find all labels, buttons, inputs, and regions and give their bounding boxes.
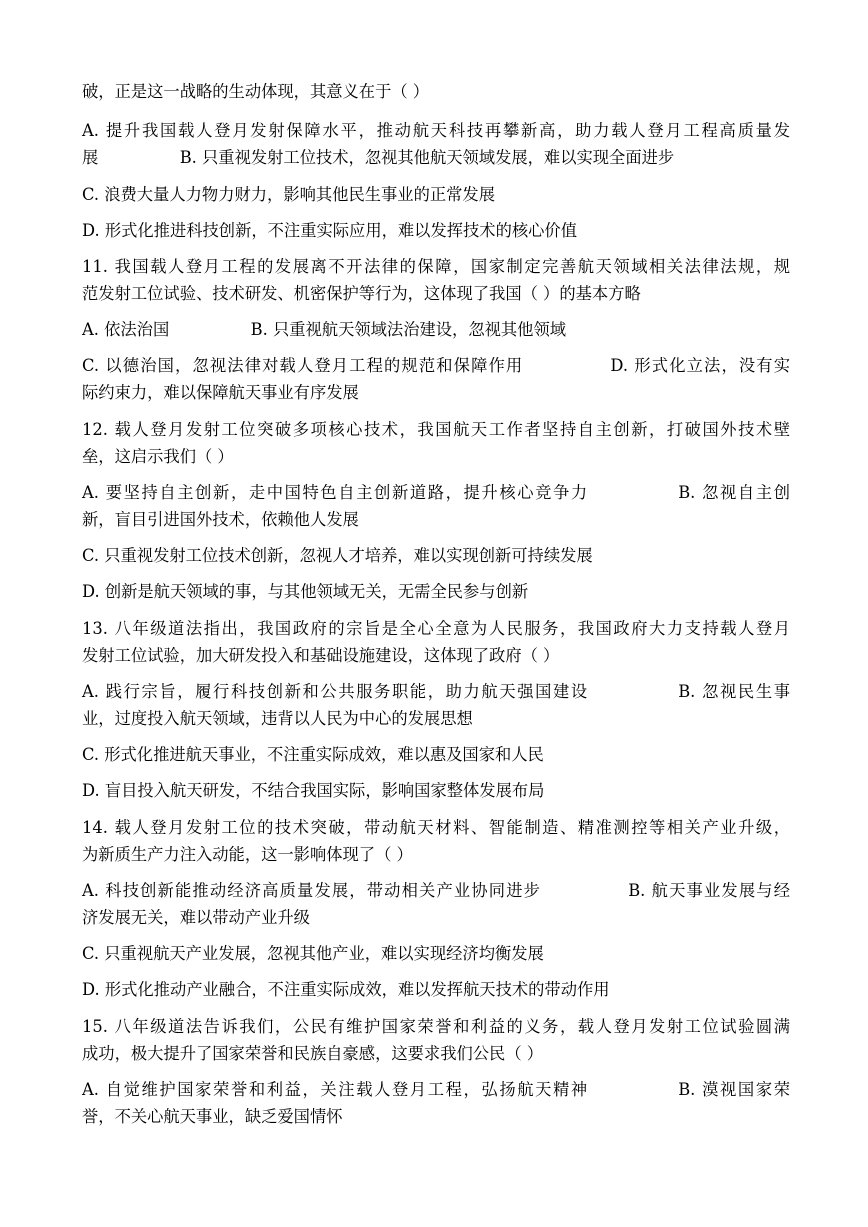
q11-option-d-cont: 际约束力，难以保障航天事业有序发展 [82, 383, 359, 402]
q10-option-b: 展 B. 只重视发射工位技术，忽视其他航天领域发展，难以实现全面进步 [82, 148, 675, 167]
question-14-stem-cont: 为新质生产力注入动能，这一影响体现了（ ） [82, 845, 413, 864]
q11-options-ab: A. 依法治国 B. 只重视航天领域法治建设，忽视其他领域 [82, 320, 567, 339]
q13-option-c: C. 形式化推进航天事业，不注重实际成效，难以惠及国家和人民 [82, 745, 544, 764]
question-10-stem-end: 破，正是这一战略的生动体现，其意义在于（ ） [82, 82, 430, 101]
q12-option-c: C. 只重视发射工位技术创新，忽视人才培养，难以实现创新可持续发展 [82, 546, 593, 565]
q15-option-b-cont: 誉，不关心航天事业，缺乏爱国情怀 [82, 1107, 343, 1126]
question-12-stem: 12. 载人登月发射工位突破多项核心技术，我国航天工作者坚持自主创新，打破国外技术壁 [82, 420, 790, 439]
q14-option-b-cont: 济发展无关，难以带动产业升级 [82, 908, 310, 927]
question-15-stem: 15. 八年级道法告诉我们，公民有维护国家荣誉和利益的义务，载人登月发射工位试验圆满 [82, 1017, 790, 1036]
q10-option-c: C. 浪费大量人力物力财力，影响其他民生事业的正常发展 [82, 185, 495, 204]
q13-option-b-cont: 业，过度投入航天领域，违背以人民为中心的发展思想 [82, 709, 473, 728]
q14-option-c: C. 只重视航天产业发展，忽视其他产业，难以实现经济均衡发展 [82, 944, 544, 963]
q13-options-ab: A. 践行宗旨，履行科技创新和公共服务职能，助力航天强国建设 B. 忽视民生事 [82, 682, 790, 701]
q12-option-b-cont: 新，盲目引进国外技术，依赖他人发展 [82, 510, 359, 529]
question-11-stem: 11. 我国载人登月工程的发展离不开法律的保障，国家制定完善航天领域相关法律法规，规 [82, 257, 790, 276]
q10-option-a: A. 提升我国载人登月发射保障水平，推动航天科技再攀新高，助力载人登月工程高质量发 [82, 121, 790, 140]
q10-option-d: D. 形式化推进科技创新，不注重实际应用，难以发挥技术的核心价值 [82, 221, 577, 240]
q11-options-cd: C. 以德治国，忽视法律对载人登月工程的规范和保障作用 D. 形式化立法，没有实 [82, 356, 790, 375]
question-15-stem-cont: 成功，极大提升了国家荣誉和民族自豪感，这要求我们公民（ ） [82, 1044, 544, 1063]
question-13-stem: 13. 八年级道法指出，我国政府的宗旨是全心全意为人民服务，我国政府大力支持载人登月 [82, 619, 790, 638]
question-12-stem-cont: 垒，这启示我们（ ） [82, 447, 234, 466]
q15-options-ab: A. 自觉维护国家荣誉和利益，关注载人登月工程，弘扬航天精神 B. 漠视国家荣 [82, 1080, 790, 1099]
q14-options-ab: A. 科技创新能推动经济高质量发展，带动相关产业协同进步 B. 航天事业发展与经 [82, 881, 790, 900]
question-14-stem: 14. 载人登月发射工位的技术突破，带动航天材料、智能制造、精准测控等相关产业升级， [82, 818, 790, 837]
q14-option-d: D. 形式化推动产业融合，不注重实际成效，难以发挥航天技术的带动作用 [82, 980, 610, 999]
q12-options-ab: A. 要坚持自主创新，走中国特色自主创新道路，提升核心竞争力 B. 忽视自主创 [82, 483, 790, 502]
question-11-stem-cont: 范发射工位试验、技术研发、机密保护等行为，这体现了我国（ ）的基本方略 [82, 284, 641, 303]
question-13-stem-cont: 发射工位试验，加大研发投入和基础设施建设，这体现了政府（ ） [82, 646, 560, 665]
q12-option-d: D. 创新是航天领域的事，与其他领域无关，无需全民参与创新 [82, 582, 529, 601]
q13-option-d: D. 盲目投入航天研发，不结合我国实际，影响国家整体发展布局 [82, 781, 545, 800]
